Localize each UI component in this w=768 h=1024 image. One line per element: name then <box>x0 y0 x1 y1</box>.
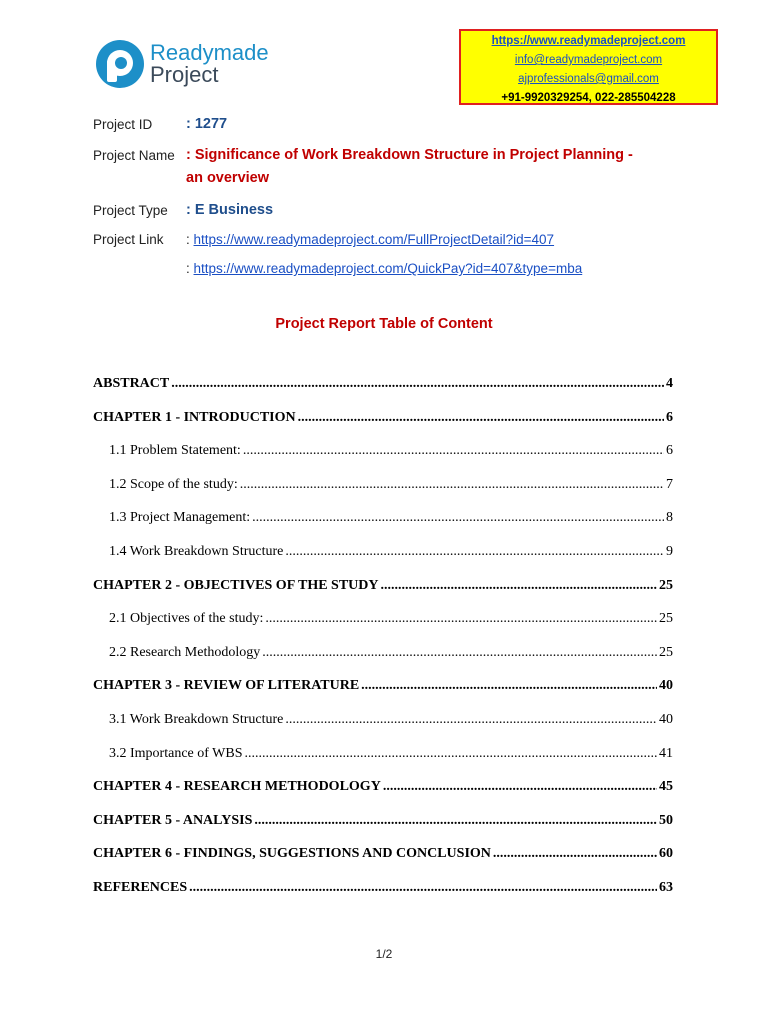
toc-entry-page: 9 <box>666 543 673 559</box>
project-name-line1: : Significance of Work Breakdown Structure in Project Planning - <box>186 147 633 163</box>
toc-entry[interactable] <box>93 410 673 444</box>
toc-leader-dots <box>361 678 657 694</box>
company-logo <box>96 38 276 90</box>
toc-entry-title: REFERENCES <box>93 879 188 895</box>
toc-leader-dots <box>189 880 657 896</box>
toc-entry-title: 3.2 Importance of WBS <box>109 745 243 761</box>
toc-entry[interactable] <box>93 477 673 511</box>
toc-entry[interactable] <box>93 846 673 880</box>
toc-leader-dots <box>245 746 658 762</box>
toc-entry-page: 25 <box>659 644 673 660</box>
toc-leader-dots <box>243 443 664 459</box>
toc-entry-page: 25 <box>659 577 673 593</box>
toc-entry-title: 1.2 Scope of the study: <box>109 476 238 492</box>
toc-entry[interactable] <box>93 712 673 746</box>
toc-leader-dots <box>240 477 664 493</box>
toc-title: Project Report Table of Content <box>275 316 493 332</box>
toc-entry-title: ABSTRACT <box>93 376 170 391</box>
website-link[interactable]: https://www.readymadeproject.com <box>491 35 686 47</box>
toc-entry[interactable] <box>93 544 673 578</box>
toc-leader-dots <box>381 578 658 594</box>
toc-entry[interactable] <box>93 880 673 914</box>
toc-entry[interactable] <box>93 578 673 612</box>
toc-entry-page: 6 <box>666 409 673 425</box>
toc-entry-page: 25 <box>659 611 673 627</box>
project-name-line2: an overview <box>186 170 270 186</box>
toc-entry-title: CHAPTER 3 - REVIEW OF LITERATURE <box>93 678 360 694</box>
toc-entry-title: CHAPTER 2 - OBJECTIVES OF THE STUDY <box>93 577 379 593</box>
toc-entry-page: 45 <box>659 779 673 795</box>
toc-leader-dots <box>265 611 657 627</box>
contact-box <box>459 29 718 105</box>
toc-entry[interactable] <box>93 779 673 813</box>
email-link-aj[interactable]: ajprofessionals@gmail.com <box>518 73 659 85</box>
toc-entry-page: 8 <box>666 510 673 526</box>
toc-entry-title: CHAPTER 6 - FINDINGS, SUGGESTIONS AND CONCLUSION <box>93 846 491 862</box>
toc-entry[interactable] <box>93 443 673 477</box>
toc-entry-title: CHAPTER 5 - ANALYSIS <box>93 812 253 828</box>
link2-prefix: : <box>186 261 194 276</box>
toc-leader-dots <box>493 846 657 862</box>
logo-line2: Project <box>150 62 219 87</box>
toc-leader-dots <box>252 510 664 526</box>
toc-entry-page: 6 <box>666 443 673 459</box>
full-project-link[interactable]: https://www.readymadeproject.com/FullProjectDetail?id=407 <box>193 232 555 247</box>
logo-line1: Readymade <box>150 40 269 65</box>
toc-entry-page: 40 <box>659 678 673 694</box>
toc-entry-page: 40 <box>659 711 673 727</box>
project-link-label: Project Link <box>93 232 164 247</box>
toc-entry-page: 50 <box>659 812 673 828</box>
toc-entry-title: 1.3 Project Management: <box>109 510 251 526</box>
toc-entry-page: 41 <box>659 745 673 761</box>
toc-leader-dots <box>262 645 657 661</box>
project-type-value: : E Business <box>186 202 274 218</box>
toc-entry-title: CHAPTER 4 - RESEARCH METHODOLOGY <box>93 779 381 795</box>
toc-entry[interactable] <box>93 611 673 645</box>
toc-leader-dots <box>285 544 664 560</box>
toc-entry-title: 1.1 Problem Statement: <box>109 443 241 459</box>
toc-entry-page: 63 <box>659 879 673 895</box>
page-number: 1/2 <box>375 947 393 961</box>
project-type-label: Project Type <box>93 203 168 218</box>
project-id-label: Project ID <box>93 117 153 132</box>
toc-entry-title: CHAPTER 1 - INTRODUCTION <box>93 409 296 425</box>
email-link-info[interactable]: info@readymadeproject.com <box>514 54 663 66</box>
toc-leader-dots <box>254 813 657 829</box>
toc-entry-title: 2.2 Research Methodology <box>109 644 261 660</box>
toc-leader-dots <box>298 410 664 426</box>
toc-entry-page: 4 <box>666 376 673 391</box>
project-name-label: Project Name <box>93 148 175 163</box>
logo-icon <box>96 40 144 88</box>
toc-entry-page: 60 <box>659 846 673 862</box>
toc-leader-dots <box>383 779 657 795</box>
project-id-value: : 1277 <box>186 116 228 132</box>
quick-pay-link[interactable]: https://www.readymadeproject.com/QuickPay?id=407&type=mba <box>193 261 583 276</box>
toc-entry[interactable] <box>93 376 673 410</box>
link1-prefix: : <box>186 232 194 247</box>
toc-entry[interactable] <box>93 813 673 847</box>
toc-entry-title: 3.1 Work Breakdown Structure <box>109 711 284 727</box>
toc-entry[interactable] <box>93 510 673 544</box>
toc-entry[interactable] <box>93 746 673 780</box>
table-of-contents <box>93 376 673 914</box>
toc-entry[interactable] <box>93 678 673 712</box>
toc-entry-page: 7 <box>666 476 673 492</box>
toc-entry-title: 1.4 Work Breakdown Structure <box>109 543 284 559</box>
toc-entry[interactable] <box>93 645 673 679</box>
toc-entry-title: 2.1 Objectives of the study: <box>109 611 264 627</box>
toc-leader-dots <box>171 376 664 392</box>
toc-leader-dots <box>285 712 657 728</box>
phone-numbers: +91-9920329254, 022-285504228 <box>501 92 676 104</box>
